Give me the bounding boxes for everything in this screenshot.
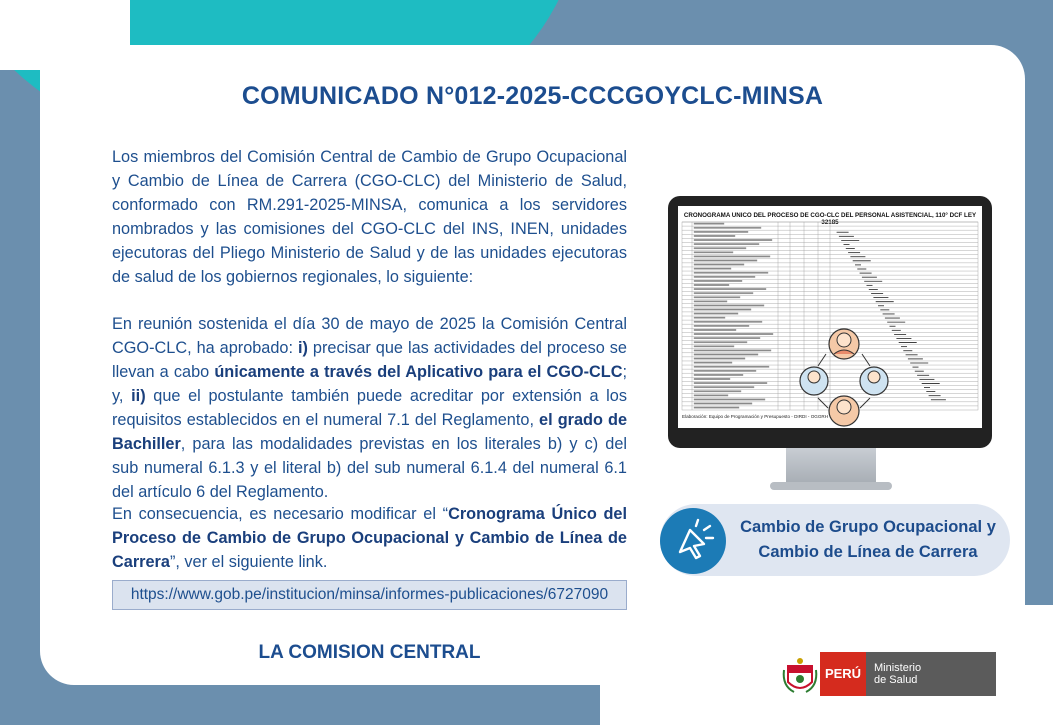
schedule-row-text — [694, 399, 765, 400]
schedule-row-text — [694, 337, 760, 338]
ministerio-logo — [866, 652, 996, 696]
schedule-row-text — [694, 297, 740, 298]
schedule-row-text — [694, 350, 771, 351]
schedule-row-text — [694, 317, 725, 318]
schedule-row-text — [694, 313, 738, 314]
schedule-row-text — [694, 227, 761, 228]
schedule-row-text — [694, 260, 757, 261]
schedule-row-text — [694, 231, 748, 232]
schedule-row-text — [694, 382, 767, 383]
text-run: ; y, — [112, 363, 627, 405]
schedule-row-text — [694, 239, 772, 240]
schedule-row-text — [694, 256, 770, 257]
schedule-row-text — [694, 292, 753, 293]
schedule-table — [678, 206, 982, 428]
schedule-row-text — [694, 386, 754, 387]
schedule-row-text — [694, 321, 762, 322]
schedule-row-text — [694, 305, 764, 306]
schedule-row-text — [694, 395, 728, 396]
schedule-row-text — [694, 325, 749, 326]
schedule-row-text — [694, 268, 731, 269]
bold-run: el grado de Bachiller — [112, 411, 627, 453]
text-run: ”, ver el siguiente link. — [169, 553, 328, 571]
schedule-row-text — [694, 362, 732, 363]
schedule-footer: Elaboración: Equipo de Programación y Presupuesto - DIRDI - OGGRH — [682, 414, 829, 419]
monitor-screen — [678, 206, 982, 428]
text-run: precisar que las actividades del proceso se llevan a cabo — [112, 339, 627, 381]
schedule-row-text — [694, 272, 768, 273]
pointer-click-icon[interactable] — [660, 508, 726, 574]
schedule-title: CRONOGRAMA UNICO DEL PROCESO DE CGO-CLC DEL PERSONAL ASISTENCIAL, 110° DCF LEY 32185 — [683, 212, 977, 226]
ministerio-line2: de Salud — [874, 674, 918, 686]
bold-run: i) — [297, 339, 308, 357]
schedule-row-text — [694, 301, 727, 302]
schedule-row-text — [694, 264, 744, 265]
monitor-base — [770, 482, 892, 490]
schedule-row-text — [694, 276, 755, 277]
schedule-row-text — [694, 248, 746, 249]
schedule-row-text — [694, 346, 734, 347]
schedule-row-text — [694, 407, 739, 408]
schedule-row-text — [694, 391, 741, 392]
text-run: , para las modalidades previstas en los literales b) y c) del sub numeral 6.1.3 y el literal b) del sub numeral 6.1.4 del numeral 6.1 del artículo 6 del Reglamento. — [112, 435, 627, 501]
bold-run: Cronograma Único del Proceso de Cambio de Grupo Ocupacional y Cambio de Línea de Carrera — [112, 505, 627, 571]
text-run: En consecuencia, es necesario modificar el “ — [112, 505, 449, 523]
monitor-neck — [786, 448, 876, 484]
schedule-row-text — [694, 358, 745, 359]
schedule-row-text — [694, 223, 724, 224]
schedule-row-text — [694, 280, 742, 281]
schedule-row-text — [694, 403, 752, 404]
schedule-row-text — [694, 333, 773, 334]
text-run: En reunión sostenida el día 30 de mayo de 2025 la Comisión Central CGO-CLC, ha aprobado: — [112, 315, 627, 357]
peru-crest-icon — [780, 652, 820, 698]
schedule-row-text — [694, 378, 730, 379]
career-change-line2: Cambio de Línea de Carrera — [758, 543, 978, 561]
paragraph-intro: Los miembros del Comisión Central de Cambio de Grupo Ocupacional y Cambio de Línea de Carrera (CGO-CLC) del Ministerio de Salud, conformado con RM.291-2025-MINSA, comunica a los servidores nombrados y las comisiones del CGO-CLC del INS, INEN, unidades ejecutoras del Pliego Ministerio de Salud y de las unidades ejecutoras de salud de los gobiernos regionales, lo siguiente: — [112, 148, 627, 286]
publication-link[interactable]: https://www.gob.pe/institucion/minsa/informes-publicaciones/6727090 — [112, 580, 627, 610]
schedule-row-text — [694, 329, 736, 330]
schedule-row-text — [694, 366, 769, 367]
schedule-row-text — [694, 284, 729, 285]
schedule-row-text — [694, 243, 759, 244]
schedule-row-text — [694, 374, 743, 375]
schedule-row-text — [694, 370, 756, 371]
career-change-label[interactable] — [726, 515, 1010, 565]
paragraph-resolution — [112, 312, 627, 504]
bold-run: únicamente a través del Aplicativo para el CGO-CLC — [214, 363, 623, 381]
signature: LA COMISION CENTRAL — [258, 642, 481, 663]
schedule-row-text — [694, 354, 758, 355]
schedule-row-text — [694, 252, 733, 253]
peru-logo: PERÚ — [820, 652, 866, 696]
paragraph-consequence — [112, 502, 627, 574]
career-change-line1: Cambio de Grupo Ocupacional y — [740, 518, 996, 536]
schedule-row-text — [694, 235, 735, 236]
text-run: que el postulante también puede acreditar por extensión a los requisitos establecidos en el numeral 7.1 del Reglamento, — [112, 387, 627, 429]
ministerio-line1: Ministerio — [874, 662, 922, 674]
bold-run: ii) — [131, 387, 146, 405]
page-title: COMUNICADO N°012-2025-CCCGOYCLC-MINSA — [241, 82, 824, 110]
schedule-row-text — [694, 342, 747, 343]
schedule-row-text — [694, 309, 751, 310]
schedule-row-text — [694, 288, 766, 289]
